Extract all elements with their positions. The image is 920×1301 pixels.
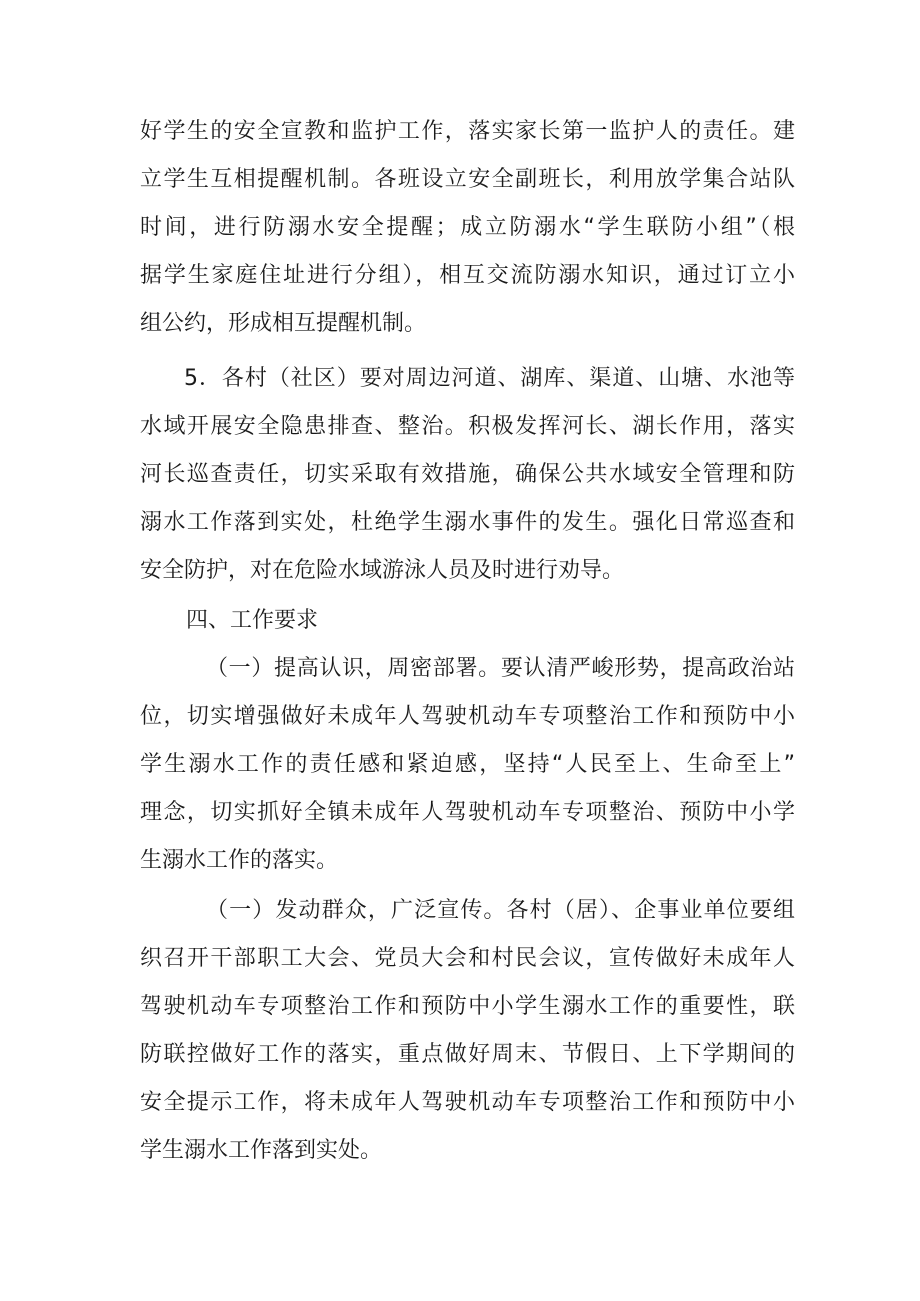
paragraph-item-5 [140, 355, 795, 595]
text-line: 立学生互相提醒机制。各班设立安全副班长，利用放学集合站队 [140, 167, 795, 192]
text-line: 理念，切实抓好全镇未成年人驾驶机动车专项整治、预防中小学 [140, 800, 795, 825]
text-line: 安全提示工作，将未成年人驾驶机动车专项整治工作和预防中小 [140, 1090, 795, 1115]
text-line: 防联控做好工作的落实，重点做好周末、节假日、上下学期间的 [140, 1042, 795, 1067]
text-line: 学生溺水工作落到实处。 [140, 1138, 383, 1163]
paragraph-awareness [140, 645, 795, 885]
paragraph-safety-education [140, 108, 795, 348]
text-line: 织召开干部职工大会、党员大会和村民会议，宣传做好未成年人 [140, 946, 795, 971]
text-line: 生溺水工作的落实。 [140, 848, 339, 873]
section-heading: 四、工作要求 [186, 608, 319, 633]
text-line: 组公约，形成相互提醒机制。 [140, 311, 427, 336]
paragraph-publicity [140, 887, 795, 1175]
text-line: （一）提高认识，周密部署。要认清严峻形势，提高政治站 [206, 656, 795, 681]
text-line: 水域开展安全隐患排查、整治。积极发挥河长、湖长作用，落实 [140, 414, 795, 439]
text-line: 驾驶机动车专项整治工作和预防中小学生溺水工作的重要性，联 [140, 994, 795, 1019]
text-line: 溺水工作落到实处，杜绝学生溺水事件的发生。强化日常巡查和 [140, 510, 795, 535]
text-line: （一）发动群众，广泛宣传。各村（居）、企事业单位要组 [206, 898, 795, 923]
text-line: 据学生家庭住址进行分组），相互交流防溺水知识，通过订立小 [140, 263, 795, 288]
text-line: 河长巡查责任，切实采取有效措施，确保公共水域安全管理和防 [140, 462, 795, 487]
text-line: 学生溺水工作的责任感和紧迫感，坚持“人民至上、生命至上” [140, 752, 795, 777]
text-line: 位，切实增强做好未成年人驾驶机动车专项整治工作和预防中小 [140, 704, 795, 729]
text-line: 5．各村（社区）要对周边河道、湖库、渠道、山塘、水池等 [184, 366, 795, 391]
text-line: 安全防护，对在危险水域游泳人员及时进行劝导。 [140, 558, 625, 583]
text-line: 时间，进行防溺水安全提醒；成立防溺水“学生联防小组”（根 [140, 215, 795, 240]
text-line: 好学生的安全宣教和监护工作，落实家长第一监护人的责任。建 [140, 119, 795, 144]
